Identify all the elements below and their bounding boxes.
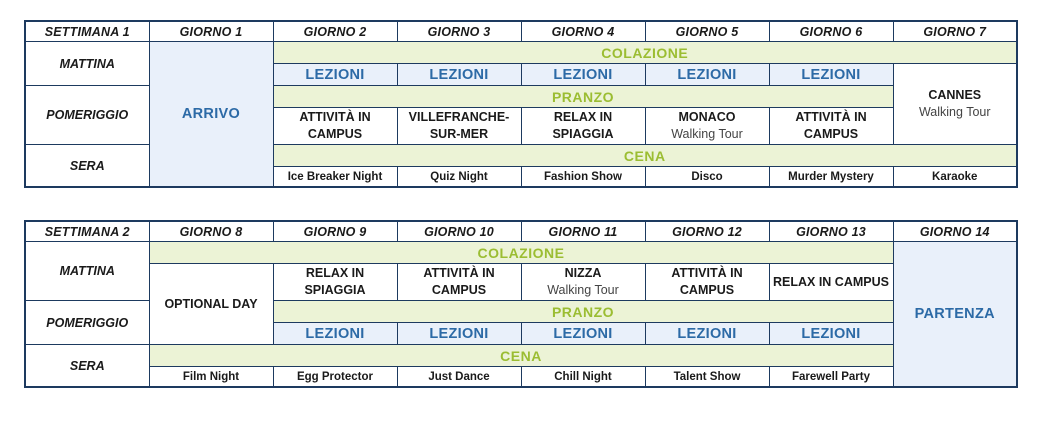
activity-title: RELAX IN CAMPUS	[773, 274, 889, 289]
evening-cell: Farewell Party	[769, 367, 893, 388]
day-header: GIORNO 13	[769, 221, 893, 242]
week2-schedule-table	[24, 220, 1018, 388]
day7-activity	[893, 64, 1017, 145]
evening-cell: Murder Mystery	[769, 167, 893, 188]
evening-cell: Ice Breaker Night	[273, 167, 397, 188]
arrival-cell: ARRIVO	[149, 42, 273, 188]
departure-cell: PARTENZA	[893, 242, 1017, 388]
activity-cell	[273, 264, 397, 301]
day-header: GIORNO 7	[893, 21, 1017, 42]
week1-schedule-table	[24, 20, 1018, 188]
day-header: GIORNO 10	[397, 221, 521, 242]
activity-cell	[645, 264, 769, 301]
lesson-cell: LEZIONI	[521, 323, 645, 345]
activity-subtitle: Walking Tour	[671, 127, 743, 141]
optional-day-cell: OPTIONAL DAY	[149, 264, 273, 345]
activity-title: ATTIVITÀ IN CAMPUS	[795, 110, 867, 141]
slot-pomeriggio: POMERIGGIO	[25, 301, 149, 345]
activity-cell	[769, 108, 893, 145]
activity-cell	[521, 108, 645, 145]
day-header: GIORNO 9	[273, 221, 397, 242]
week2-header-row	[25, 221, 1017, 242]
evening-cell: Just Dance	[397, 367, 521, 388]
evening-cell: Chill Night	[521, 367, 645, 388]
evening-cell: Quiz Night	[397, 167, 521, 188]
activity-title: NIZZA	[564, 266, 602, 280]
activity-cell	[769, 264, 893, 301]
day-header: GIORNO 6	[769, 21, 893, 42]
evening-cell: Talent Show	[645, 367, 769, 388]
day-header: GIORNO 5	[645, 21, 769, 42]
day-header: GIORNO 2	[273, 21, 397, 42]
dinner-band: CENA	[149, 345, 893, 367]
slot-mattina: MATTINA	[25, 42, 149, 86]
activity-title: ATTIVITÀ IN CAMPUS	[423, 266, 495, 297]
lesson-cell: LEZIONI	[521, 64, 645, 86]
activity-title: ATTIVITÀ IN CAMPUS	[671, 266, 743, 297]
activity-title: MONACO	[678, 110, 736, 124]
day-header: GIORNO 8	[149, 221, 273, 242]
breakfast-band: COLAZIONE	[149, 242, 893, 264]
dinner-band: CENA	[273, 145, 1017, 167]
lesson-cell: LEZIONI	[397, 323, 521, 345]
activity-cell	[397, 264, 521, 301]
activity-subtitle: Walking Tour	[918, 105, 991, 119]
activity-title: RELAX IN SPIAGGIA	[304, 266, 366, 297]
evening-cell: Disco	[645, 167, 769, 188]
evening-cell: Fashion Show	[521, 167, 645, 188]
lesson-cell: LEZIONI	[769, 64, 893, 86]
activity-title: ATTIVITÀ IN CAMPUS	[299, 110, 371, 141]
day-header: GIORNO 14	[893, 221, 1017, 242]
lesson-cell: LEZIONI	[273, 323, 397, 345]
activity-cell	[397, 108, 521, 145]
activity-cell	[645, 108, 769, 145]
lesson-cell: LEZIONI	[397, 64, 521, 86]
evening-cell: Film Night	[149, 367, 273, 388]
evening-cell: Karaoke	[893, 167, 1017, 188]
activity-title: CANNES	[928, 88, 982, 102]
lunch-band: PRANZO	[273, 86, 893, 108]
breakfast-band: COLAZIONE	[273, 42, 1017, 64]
slot-mattina: MATTINA	[25, 242, 149, 301]
activity-title: RELAX IN SPIAGGIA	[552, 110, 614, 141]
slot-pomeriggio: POMERIGGIO	[25, 86, 149, 145]
day-header: GIORNO 4	[521, 21, 645, 42]
activity-title: VILLEFRANCHE-SUR-MER	[408, 110, 510, 141]
lunch-band: PRANZO	[273, 301, 893, 323]
activity-cell	[273, 108, 397, 145]
day-header: GIORNO 12	[645, 221, 769, 242]
week1-header-row	[25, 21, 1017, 42]
lesson-cell: LEZIONI	[273, 64, 397, 86]
week-label: SETTIMANA 1	[25, 21, 149, 42]
slot-sera: SERA	[25, 145, 149, 188]
activity-subtitle: Walking Tour	[547, 283, 619, 297]
lesson-cell: LEZIONI	[645, 323, 769, 345]
lesson-cell: LEZIONI	[645, 64, 769, 86]
evening-cell: Egg Protector	[273, 367, 397, 388]
slot-sera: SERA	[25, 345, 149, 388]
day-header: GIORNO 1	[149, 21, 273, 42]
activity-cell	[521, 264, 645, 301]
day-header: GIORNO 3	[397, 21, 521, 42]
day-header: GIORNO 11	[521, 221, 645, 242]
lesson-cell: LEZIONI	[769, 323, 893, 345]
week-label: SETTIMANA 2	[25, 221, 149, 242]
